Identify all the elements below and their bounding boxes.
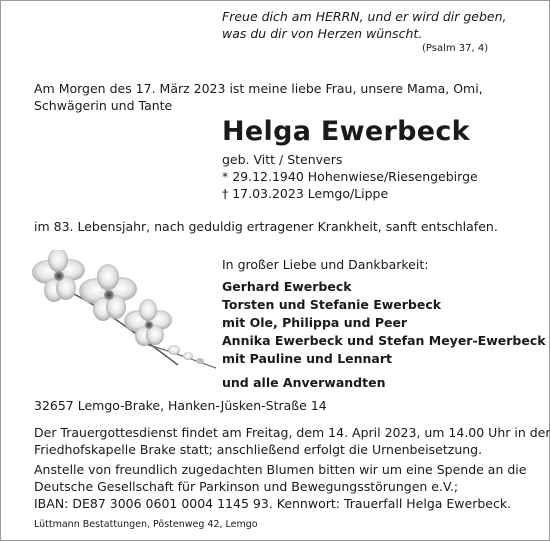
quote-line-2: was du dir von Herzen wünscht.: [222, 26, 423, 41]
death-date: † 17.03.2023 Lemgo/Lippe: [222, 186, 389, 201]
mourner-line: Torsten und Stefanie Ewerbeck: [222, 297, 442, 312]
intro-line-2: Schwägerin und Tante: [34, 98, 173, 113]
quote-source: (Psalm 37, 4): [422, 43, 489, 54]
service-info: [34, 424, 550, 458]
intro-line-1: Am Morgen des 17. März 2023 ist meine liebe Frau, unsere Mama, Omi,: [34, 81, 483, 96]
mourner-line: mit Pauline und Lennart: [222, 351, 393, 366]
funeral-home-footer: Lüttmann Bestattungen, Pöstenweg 42, Lemgo: [34, 519, 258, 530]
address: 32657 Lemgo-Brake, Hanken-Jüsken-Straße 14: [34, 398, 327, 413]
donation-line-1: Anstelle von freundlich zugedachten Blumen bitten wir um eine Spende an die: [34, 462, 527, 477]
service-line-1: Der Trauergottesdienst findet am Freitag, dem 14. April 2023, um 14.00 Uhr in der: [34, 425, 550, 440]
mourners-list: [222, 278, 546, 392]
service-line-2: Friedhofskapelle Brake statt; anschließend erfolgt die Urnenbeisetzung.: [34, 442, 483, 457]
maiden-name: geb. Vitt / Stenvers: [222, 152, 343, 167]
mourner-line: und alle Anverwandten: [222, 375, 386, 390]
birth-date: * 29.12.1940 Hohenwiese/Riesengebirge: [222, 169, 478, 184]
orchid-photo: [28, 250, 218, 370]
donation-line-2: Deutsche Gesellschaft für Parkinson und Bewegungsstörungen e.V.;: [34, 479, 459, 494]
donation-line-3: IBAN: DE87 3006 0601 0004 1145 93. Kennwort: Trauerfall Helga Ewerbeck.: [34, 496, 512, 511]
mourner-line: Annika Ewerbeck und Stefan Meyer-Ewerbeck: [222, 333, 546, 348]
donation-info: [34, 461, 526, 512]
bible-quote: [222, 8, 507, 42]
deceased-name: Helga Ewerbeck: [222, 116, 470, 147]
quote-line-1: Freue dich am HERRN, und er wird dir geben,: [222, 9, 507, 24]
mourner-line: Gerhard Ewerbeck: [222, 279, 352, 294]
death-line: im 83. Lebensjahr, nach geduldig ertragener Krankheit, sanft entschlafen.: [34, 219, 498, 234]
mourners-intro: In großer Liebe und Dankbarkeit:: [222, 257, 429, 272]
deceased-details: [222, 151, 478, 202]
intro-text: [34, 80, 483, 114]
mourner-line: mit Ole, Philippa und Peer: [222, 315, 408, 330]
